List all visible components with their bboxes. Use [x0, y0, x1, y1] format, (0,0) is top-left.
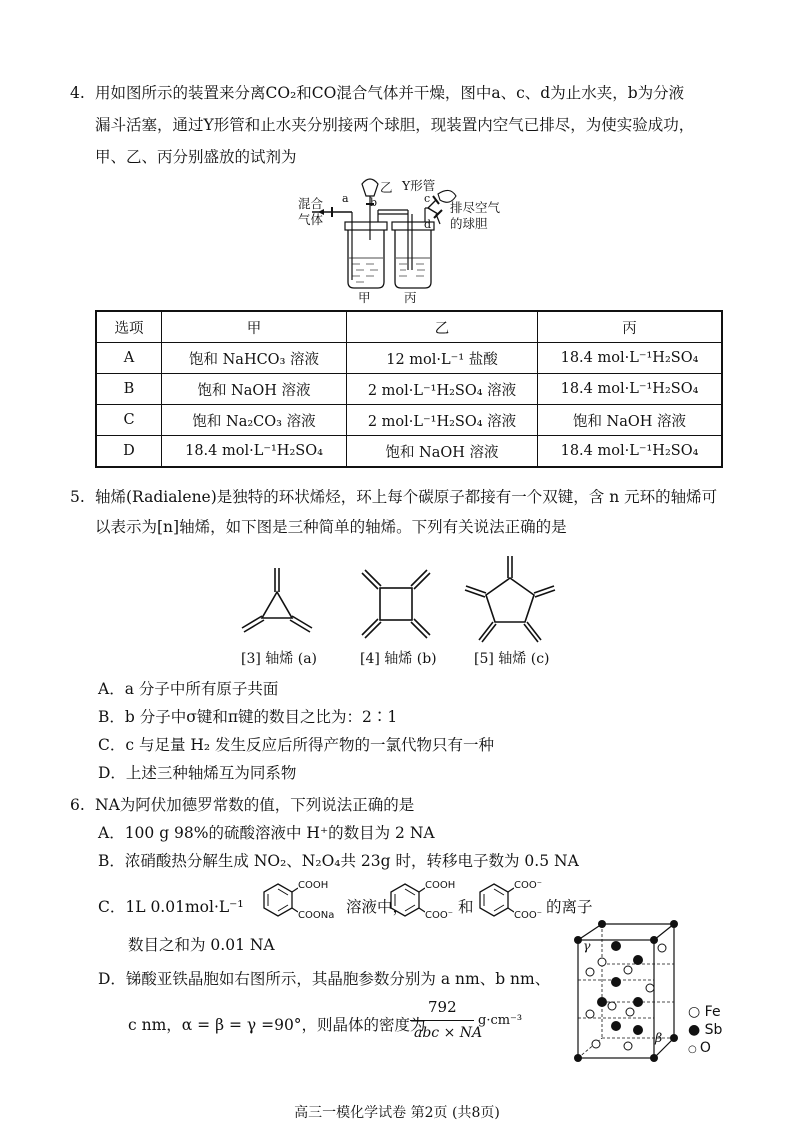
stopcock-b-label: b: [370, 196, 378, 209]
table-cell: 饱和 NaOH 溶液: [538, 405, 723, 436]
table-row: [96, 405, 722, 436]
mix-gas-label-1: 混合: [298, 196, 324, 211]
fraction-bar: [410, 1020, 474, 1021]
q6-option-c-prefix: C．1L 0.01mol·L⁻¹: [98, 898, 244, 916]
table-row: [96, 374, 722, 405]
table-cell: 18.4 mol·L⁻¹H₂SO₄: [538, 436, 723, 468]
caption-radialene-b: [4] 轴烯 (b): [360, 651, 437, 667]
radialene-b-structure: [352, 560, 442, 650]
jia-label: 甲: [358, 290, 371, 305]
table-cell: C: [96, 405, 162, 436]
table-header: 乙: [347, 311, 538, 343]
q4-line1: 用如图所示的装置来分离CO₂和CO混合气体并干燥，图中a、c、d为止水夹，b为分液: [95, 84, 685, 102]
radialene-c-structure: [460, 548, 560, 648]
q6-option-c-mid2: 和: [458, 898, 474, 916]
cooh-label: COOH: [298, 880, 329, 891]
bing-label: 丙: [404, 290, 417, 305]
table-row: [96, 343, 722, 374]
density-numerator: 792: [428, 998, 457, 1016]
density-unit: g·cm⁻³: [478, 1013, 523, 1028]
bladder-label-1: 排尽空气: [450, 200, 501, 215]
q4-line3: 甲、乙、丙分别盛放的试剂为: [95, 148, 297, 166]
table-cell: 18.4 mol·L⁻¹H₂SO₄: [538, 374, 723, 405]
table-cell: 2 mol·L⁻¹H₂SO₄ 溶液: [347, 405, 538, 436]
beta-label: β: [655, 1030, 663, 1045]
q6-option-d-line2: c nm，α = β = γ =90°，则晶体的密度为: [128, 1016, 426, 1034]
table-cell: B: [96, 374, 162, 405]
legend-fe-label: Fe: [704, 1004, 721, 1020]
q6-option-c-line2: 数目之和为 0.01 NA: [128, 936, 275, 954]
caption-radialene-a: [3] 轴烯 (a): [241, 651, 318, 667]
clamp-a-label: a: [342, 192, 349, 205]
density-denominator: abc × NA: [414, 1025, 483, 1041]
fe-marker-icon: ○: [688, 1004, 705, 1020]
q5-number: 5.: [70, 488, 85, 506]
coo-minus-label: COO⁻: [425, 910, 454, 921]
q6-option-c-mid1: 溶液中，: [346, 898, 409, 916]
q6-stem: NA为阿伏加德罗常数的值，下列说法正确的是: [95, 796, 415, 814]
radialene-a-structure: [232, 562, 322, 644]
table-cell: 2 mol·L⁻¹H₂SO₄ 溶液: [347, 374, 538, 405]
q5-option-c: C．c 与足量 H₂ 发生反应后所得产物的一氯代物只有一种: [98, 736, 495, 754]
table-header: 甲: [162, 311, 347, 343]
y-tube-label: Y形管: [402, 178, 436, 193]
clamp-d-label: d: [424, 218, 432, 231]
table-cell: 18.4 mol·L⁻¹H₂SO₄: [538, 343, 723, 374]
apparatus-figure: [290, 170, 500, 305]
table-cell: D: [96, 436, 162, 468]
mix-gas-label-2: 气体: [298, 212, 324, 227]
q4-line2: 漏斗活塞，通过Y形管和止水夹分别接两个球胆，现装置内空气已排尽，为使实验成功，: [95, 116, 695, 134]
table-header-row: [96, 311, 722, 343]
yi-label: 乙: [380, 180, 393, 195]
q6-option-c-suffix: 的离子: [546, 898, 593, 916]
legend-o: [688, 1040, 711, 1056]
q6-option-b: B．浓硝酸热分解生成 NO₂、N₂O₄共 23g 时，转移电子数为 0.5 NA: [98, 852, 579, 870]
q5-option-b: B．b 分子中σ键和π键的数目之比为：2∶1: [98, 708, 398, 726]
monosodium-phthalate-structure: [258, 876, 298, 926]
coo-minus-label-2: COO⁻: [514, 880, 543, 891]
table-cell: A: [96, 343, 162, 374]
table-cell: 18.4 mol·L⁻¹H₂SO₄: [162, 436, 347, 468]
clamp-c-label: c: [424, 192, 431, 205]
sb-marker-icon: ●: [688, 1022, 705, 1038]
q5-line1: 轴烯(Radialene)是独特的环状烯烃，环上每个碳原子都接有一个双键，含 n 元环的轴烯可: [95, 488, 718, 506]
cooh-label-2: COOH: [425, 880, 456, 891]
q6-number: 6.: [70, 796, 85, 814]
table-header: 丙: [538, 311, 723, 343]
phthalate-ion-structure: [474, 876, 514, 926]
page-footer: 高三一模化学试卷 第2页 (共8页): [294, 1105, 500, 1121]
table-header: 选项: [96, 311, 162, 343]
hydrogen-phthalate-ion-structure: [385, 876, 425, 926]
bladder-label-2: 的球胆: [450, 216, 488, 231]
legend-o-label: O: [699, 1040, 711, 1056]
q6-option-a: A．100 g 98%的硫酸溶液中 H⁺的数目为 2 NA: [98, 824, 435, 842]
table-row: [96, 436, 722, 468]
q5-option-a: A．a 分子中所有原子共面: [98, 680, 279, 698]
legend-fe: [688, 1004, 721, 1020]
q4-number: 4.: [70, 84, 85, 102]
q5-line2: 以表示为[n]轴烯，如下图是三种简单的轴烯。下列有关说法正确的是: [95, 518, 567, 536]
legend-sb: [688, 1022, 722, 1038]
table-cell: 12 mol·L⁻¹ 盐酸: [347, 343, 538, 374]
q6-option-d-line1: D．锑酸亚铁晶胞如右图所示，其晶胞参数分别为 a nm、b nm、: [98, 970, 551, 988]
legend-sb-label: Sb: [704, 1022, 723, 1038]
coona-label: COONa: [298, 910, 335, 921]
q5-option-d: D．上述三种轴烯互为同系物: [98, 764, 297, 782]
q4-options-table: [95, 310, 723, 468]
caption-radialene-c: [5] 轴烯 (c): [474, 651, 550, 667]
table-cell: 饱和 Na₂CO₃ 溶液: [162, 405, 347, 436]
o-marker-icon: ○: [688, 1044, 700, 1055]
coo-minus-label-3: COO⁻: [514, 910, 543, 921]
gamma-label: γ: [583, 938, 591, 953]
table-cell: 饱和 NaOH 溶液: [162, 374, 347, 405]
table-cell: 饱和 NaOH 溶液: [347, 436, 538, 468]
table-cell: 饱和 NaHCO₃ 溶液: [162, 343, 347, 374]
